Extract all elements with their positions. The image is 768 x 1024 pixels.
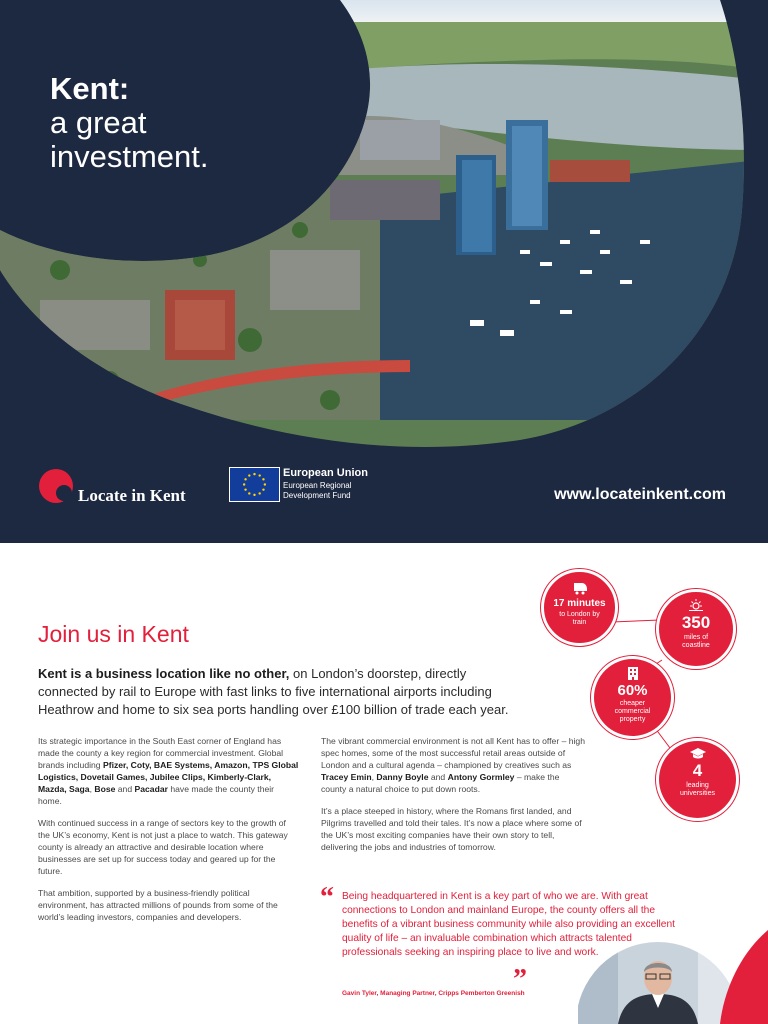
hero-title [50,72,209,174]
quote-close-mark: ” [513,964,527,995]
locate-in-kent-logo-icon [38,468,78,504]
building-icon [626,666,640,680]
stat-train-value: 17 minutes [553,598,606,609]
sun-icon [689,599,703,611]
name-antony-gormley: Antony Gormley [447,772,515,782]
quote-open-mark: “ [320,882,334,913]
brand-pacadar: Pacadar [134,784,168,794]
stat-universities-value: 4 [692,761,703,780]
intro-paragraph [38,665,528,719]
join-heading: Join us in Kent [38,621,189,647]
stat-train-time [541,569,618,646]
stat-universities-label: leading universities [679,782,715,797]
right-paragraph-1 [321,735,587,795]
website-link[interactable]: www.locateinkent.com [554,486,726,503]
stat-universities [656,738,739,821]
testimonial-quote: Being headquartered in Kent is a key part of who we are. With great connections to London and mainland Europe, the county offers all the benefits of a vibrant business community while also providing an excellent quality of life – an invaluable combination which attracts talented professionals seeking an inspiring place to live and work. [342,891,675,958]
stat-train-label: to London by train [559,611,600,626]
locate-in-kent-wordmark: Locate in Kent [78,486,186,505]
name-danny-boyle: Danny Boyle [376,772,429,782]
intro-bold: Kent is a business location like no other, [38,666,290,681]
right-p1-and: and [428,772,448,782]
stat-property-label: cheaper commercial property [614,700,651,723]
stat-commercial-property [591,656,674,739]
eu-title: European Union [283,467,368,479]
left-p1-and: and [115,784,135,794]
decorative-red-arc [700,930,768,1024]
name-tracey-emin: Tracey Emin [321,772,372,782]
brand-bose: Bose [94,784,116,794]
stat-coastline-value: 350 [681,613,711,632]
eu-subtitle: European Regional Development Fund [283,481,352,500]
right-column [321,735,587,863]
right-p1-text: The vibrant commercial environment is not all Kent has to offer – high spec homes, some of the most successful retail areas outside of London and a cultural agenda – championed by creatives such as [321,736,585,770]
hero-title-line1: Kent: [50,71,130,106]
right-paragraph-2: It’s a place steeped in history, where the Romans first landed, and Pilgrims travelled and told their tales. It’s now a place where some of the UK’s most exciting companies have their own story to tell, delivering the jobs and industries of tomorrow. [321,806,582,852]
left-column [38,735,300,933]
train-icon [572,581,588,595]
hero-title-line3: investment. [50,139,209,174]
right-p1-end: – make the county a natural choice to put down roots. [321,772,560,794]
stat-property-value: 60% [617,682,648,699]
graduation-cap-icon [690,748,706,760]
brand-list: Pfizer, Coty, BAE Systems, Amazon, TPS Global Logistics, Dovetail Games, Jubilee Clips, Kimberly-Clark, Mazda, Saga [38,760,299,794]
left-paragraph-2: With continued success in a range of sectors key to the growth of the UK’s economy, Kent is not just a place to watch. This gateway county is already an attractive and desirable location where businesses are set up for success today and geared up for the future. [38,818,288,876]
eu-flag-icon [229,467,280,502]
left-p1-text: Its strategic importance in the South East corner of England has made the county a key region for commercial investment. Global brands including [38,736,284,770]
stat-coastline [656,589,736,669]
intro-rest: on London’s doorstep, directly connected by rail to Europe with fast links to five international airports including Heathrow and home to six sea ports handling over £100 billion of trade each year. [38,666,509,717]
stat-coastline-label: miles of coastline [682,634,710,649]
left-paragraph-3: That ambition, supported by a business-friendly political environment, has attracted millions of pounds from some of the world’s leading investors, companies and developers. [38,888,278,922]
left-paragraph-1 [38,735,300,807]
right-p1-comma: , [371,772,377,782]
left-p1-comma: , [89,784,95,794]
hero-title-line2: a great [50,105,147,140]
quote-author: Gavin Tyler, Managing Partner, Cripps Pemberton Greenish [342,990,525,997]
left-p1-end: have made the county their home. [38,784,275,806]
